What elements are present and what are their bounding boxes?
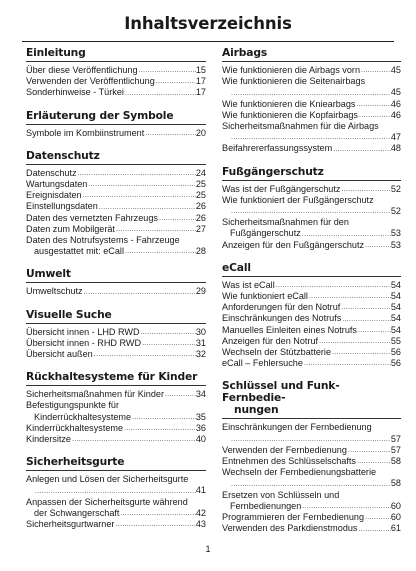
toc-entry[interactable] — [222, 76, 401, 98]
dot-leader — [308, 291, 391, 302]
entry-title: Kinderrückhaltesysteme — [26, 422, 124, 433]
toc-entry[interactable] — [222, 490, 401, 512]
entry-title: Was ist der Fußgängerschutz — [222, 183, 341, 194]
entry-title: Wie funktionieren die Seitenairbags — [222, 76, 366, 87]
entry-title: Verwenden der Veröffentlichung — [26, 76, 155, 87]
toc-entry[interactable] — [222, 467, 401, 489]
toc-entry[interactable] — [26, 201, 206, 212]
entry-title: Daten des vernetzten Fahrzeugs — [26, 212, 158, 223]
section-rule — [222, 418, 401, 419]
entry-page-number: 30 — [195, 326, 206, 337]
entry-title: Anforderungen für den Notruf — [222, 302, 341, 313]
section-title: Visuelle Suche — [26, 307, 112, 321]
entry-title: Beifahrererfassungssystem — [222, 143, 333, 154]
dot-leader — [155, 76, 196, 87]
dot-leader — [230, 132, 391, 143]
entry-page-number: 29 — [195, 286, 206, 297]
toc-entry[interactable] — [222, 358, 401, 369]
entry-line — [26, 412, 206, 423]
entry-line — [26, 224, 206, 235]
entry-line — [26, 286, 206, 297]
toc-entry[interactable] — [222, 99, 401, 110]
entry-title: Sicherheitsmaßnahmen für Kinder — [26, 389, 164, 400]
entry-line — [222, 65, 401, 76]
entry-title: Kindersitze — [26, 434, 71, 445]
dot-leader — [275, 280, 391, 291]
entry-line — [26, 519, 206, 530]
dot-leader — [140, 327, 196, 338]
section-title-continued: nungen — [234, 403, 279, 417]
entry-line — [26, 327, 206, 338]
entry-page-number: 43 — [195, 519, 206, 530]
toc-section — [26, 47, 206, 99]
toc-column-right — [222, 47, 401, 535]
toc-entry[interactable] — [26, 65, 206, 76]
entry-page-number: 57 — [390, 444, 401, 455]
dot-leader — [340, 184, 390, 195]
entry-page-number: 45 — [390, 87, 401, 98]
entry-line — [222, 523, 401, 534]
entry-page-number: 42 — [195, 507, 206, 518]
dot-leader — [331, 347, 391, 358]
entry-title: Symbole im Kombiinstrument — [26, 127, 145, 138]
page-number: 1 — [205, 544, 211, 554]
toc-entry[interactable] — [26, 224, 206, 235]
dot-leader — [357, 524, 390, 535]
entry-line — [26, 213, 206, 224]
section-title: Airbags — [222, 46, 268, 59]
toc-entry[interactable] — [26, 235, 206, 257]
toc-entry[interactable] — [222, 280, 401, 291]
entry-title: Wechseln der Stützbatterie — [222, 347, 332, 358]
entry-page-number: 53 — [390, 239, 401, 250]
entry-page-number: 20 — [195, 127, 206, 138]
dot-leader — [87, 179, 196, 190]
entry-line — [26, 389, 206, 400]
entry-title: Anlegen und Lösen der Sicherheitsgurte — [26, 474, 189, 485]
entry-line — [26, 201, 206, 212]
entry-title: Daten zum Mobilgerät — [26, 223, 115, 234]
dot-leader — [123, 423, 196, 434]
entry-line — [26, 485, 206, 496]
section-title: Sicherheitsgurte — [26, 455, 125, 469]
toc-entry[interactable] — [26, 474, 206, 496]
toc-entry[interactable] — [26, 434, 206, 445]
entry-title: Befestigungspunkte für — [26, 400, 120, 411]
toc-entry[interactable] — [26, 327, 206, 338]
toc-entry[interactable] — [26, 389, 206, 400]
dot-leader — [230, 479, 391, 490]
toc-entry[interactable] — [26, 286, 206, 297]
dot-leader — [115, 224, 196, 235]
toc-entry[interactable] — [222, 325, 401, 336]
entry-title: eCall – Fehlersuche — [222, 358, 303, 369]
toc-entry[interactable] — [222, 195, 401, 217]
entry-title: Sicherheitsmaßnahmen für den — [222, 217, 349, 228]
entry-title: Anzeigen für den Fußgängerschutz — [222, 239, 365, 250]
entry-title: Einstellungsdaten — [26, 201, 98, 212]
dot-leader — [98, 202, 196, 213]
dot-leader — [93, 349, 196, 360]
entry-title: Einschränkungen der Fernbedienung — [222, 422, 372, 433]
entry-page-number: 48 — [390, 143, 401, 154]
toc-section — [26, 268, 206, 297]
dot-leader — [158, 213, 196, 224]
entry-title: Ersetzen von Schlüsseln und — [222, 489, 340, 500]
entry-page-number: 41 — [195, 485, 206, 496]
entry-title: Was ist eCall — [222, 279, 275, 290]
entry-title: Verwenden des Parkdienstmodus — [222, 523, 358, 534]
entry-title: Datenschutz — [26, 167, 77, 178]
toc-entry[interactable] — [26, 349, 206, 360]
dot-leader — [230, 434, 391, 445]
entry-title-continued: Kinderrückhaltesysteme — [34, 411, 132, 422]
dot-leader — [301, 501, 391, 512]
entry-line — [222, 87, 401, 98]
section-title: Fußgängerschutz — [222, 164, 324, 178]
entry-title: Übersicht außen — [26, 349, 93, 360]
entry-line — [222, 501, 401, 512]
toc-entry[interactable] — [26, 87, 206, 98]
entry-page-number: 25 — [195, 190, 206, 201]
entry-line — [26, 76, 206, 87]
dot-leader — [341, 314, 391, 325]
section-rule — [26, 323, 206, 324]
entry-page-number: 54 — [390, 279, 401, 290]
entry-page-number: 46 — [390, 98, 401, 109]
entry-title: Über diese Veröffentlichung — [26, 65, 138, 75]
toc-section — [26, 456, 206, 530]
toc-section — [26, 150, 206, 258]
entry-page-number: 55 — [390, 335, 401, 346]
dot-leader — [131, 412, 196, 423]
toc-entry[interactable] — [222, 336, 401, 347]
title-rule — [22, 41, 394, 42]
toc-section — [26, 309, 206, 361]
entry-title: Übersicht innen - LHD RWD — [26, 326, 140, 337]
entry-page-number: 54 — [390, 302, 401, 313]
entry-title: Wie funktioniert eCall — [222, 291, 308, 302]
entry-page-number: 17 — [195, 87, 206, 98]
toc-entry[interactable] — [26, 190, 206, 201]
entry-line — [26, 87, 206, 98]
section-rule — [222, 180, 401, 181]
entry-page-number: 61 — [390, 523, 401, 534]
section-rule — [26, 124, 206, 125]
dot-leader — [230, 88, 391, 99]
dot-leader — [356, 456, 391, 467]
entry-line — [26, 190, 206, 201]
entry-line — [222, 434, 401, 445]
entry-title-continued: Fußgängerschutz — [230, 228, 301, 239]
entry-page-number: 53 — [390, 228, 401, 239]
section-title: Schlüssel und Funk-Fernbedie- — [222, 379, 340, 405]
entry-page-number: 25 — [195, 179, 206, 190]
entry-page-number: 26 — [195, 201, 206, 212]
entry-page-number: 52 — [390, 183, 401, 194]
section-rule — [26, 61, 206, 62]
dot-leader — [34, 486, 196, 497]
entry-line — [222, 478, 401, 489]
entry-title: Daten des Notrufsystems - Fahrzeuge — [26, 235, 180, 246]
entry-title: Wie funktioniert der Fußgängerschutz — [222, 194, 374, 205]
dot-leader — [364, 240, 391, 251]
toc-entry[interactable] — [222, 456, 401, 467]
entry-line — [222, 110, 401, 121]
entry-line — [222, 313, 401, 324]
entry-title: Ereignisdaten — [26, 190, 82, 201]
entry-line — [26, 338, 206, 349]
entry-title: Einschränkungen des Notrufs — [222, 313, 342, 324]
entry-line — [26, 128, 206, 139]
section-rule — [222, 276, 401, 277]
entry-line — [222, 184, 401, 195]
toc-section — [222, 262, 401, 370]
dot-leader — [77, 168, 196, 179]
entry-title: Anpassen der Sicherheitsgurte während — [26, 496, 188, 507]
section-rule — [26, 385, 206, 386]
entry-title: Umweltschutz — [26, 286, 83, 297]
entry-line — [26, 434, 206, 445]
entry-title-continued: der Schwangerschaft — [34, 507, 120, 518]
toc-entry[interactable] — [222, 184, 401, 195]
entry-page-number: 31 — [195, 337, 206, 348]
toc-entry[interactable] — [222, 110, 401, 121]
dot-leader — [141, 338, 196, 349]
entry-line — [222, 143, 401, 154]
entry-title: Anzeigen für den Notruf — [222, 335, 319, 346]
section-title: Datenschutz — [26, 148, 100, 162]
toc-section — [222, 47, 401, 155]
dot-leader — [358, 110, 391, 121]
entry-page-number: 54 — [390, 324, 401, 335]
entry-line — [222, 325, 401, 336]
dot-leader — [114, 519, 195, 530]
toc-entry[interactable] — [222, 291, 401, 302]
toc-entry[interactable] — [26, 519, 206, 530]
entry-page-number: 32 — [195, 349, 206, 360]
dot-leader — [119, 508, 195, 519]
entry-title: Programmieren der Fernbedienung — [222, 512, 365, 523]
dot-leader — [301, 229, 391, 240]
entry-line — [26, 65, 206, 76]
entry-title: Sicherheitsmaßnahmen für die Airbags — [222, 121, 379, 132]
entry-page-number: 24 — [195, 167, 206, 178]
dot-leader — [124, 246, 196, 257]
toc-entry[interactable] — [222, 422, 401, 444]
toc-entry[interactable] — [26, 168, 206, 179]
entry-line — [222, 347, 401, 358]
entry-title: Entnehmen des Schlüsselschafts — [222, 456, 356, 467]
entry-page-number: 40 — [195, 434, 206, 445]
dot-leader — [124, 88, 196, 99]
toc-entry[interactable] — [26, 423, 206, 434]
entry-page-number: 58 — [390, 478, 401, 489]
entry-line — [222, 291, 401, 302]
entry-line — [222, 228, 401, 239]
entry-page-number: 57 — [390, 433, 401, 444]
entry-page-number: 56 — [390, 347, 401, 358]
toc-entry[interactable] — [26, 76, 206, 87]
entry-page-number: 36 — [195, 422, 206, 433]
toc-section — [222, 166, 401, 251]
dot-leader — [318, 336, 391, 347]
dot-leader — [357, 325, 391, 336]
entry-line — [26, 349, 206, 360]
section-rule — [26, 282, 206, 283]
section-title: Einleitung — [26, 46, 86, 59]
entry-title: Verwenden der Fernbedienung — [222, 444, 347, 455]
toc-entry[interactable] — [222, 512, 401, 523]
toc-entry[interactable] — [26, 497, 206, 519]
dot-leader — [71, 434, 196, 445]
entry-line — [222, 512, 401, 523]
entry-title: Wie funktionieren die Airbags vorn — [222, 65, 360, 75]
entry-line — [222, 99, 401, 110]
entry-line — [222, 206, 401, 217]
page-title: Inhaltsverzeichnis — [124, 14, 292, 33]
entry-page-number: 47 — [390, 132, 401, 143]
entry-page-number: 52 — [390, 206, 401, 217]
section-rule — [26, 164, 206, 165]
section-title: Erläuterung der Symbole — [26, 108, 174, 122]
entry-title: Wie funktionieren die Kopfairbags — [222, 109, 358, 120]
dot-leader — [138, 65, 196, 76]
entry-title: Sonderhinweise - Türkei — [26, 87, 124, 98]
dot-leader — [82, 190, 196, 201]
entry-page-number: 26 — [195, 212, 206, 223]
dot-leader — [340, 302, 391, 313]
toc-column-left — [26, 47, 206, 530]
dot-leader — [83, 287, 196, 298]
entry-page-number: 17 — [195, 76, 206, 87]
entry-line — [222, 302, 401, 313]
entry-page-number: 60 — [390, 512, 401, 523]
entry-page-number: 34 — [195, 389, 206, 400]
toc-entry[interactable] — [222, 143, 401, 154]
toc-entry[interactable] — [26, 213, 206, 224]
dot-leader — [230, 206, 391, 217]
section-rule — [26, 470, 206, 471]
entry-title-continued: Fernbedienungen — [230, 500, 302, 511]
toc-entry[interactable] — [222, 121, 401, 143]
dot-leader — [144, 128, 196, 139]
entry-page-number: 45 — [390, 65, 401, 75]
dot-leader — [347, 445, 391, 456]
dot-leader — [360, 65, 391, 76]
entry-line — [222, 358, 401, 369]
entry-page-number: 28 — [195, 246, 206, 257]
toc-section — [222, 380, 401, 534]
entry-page-number: 46 — [390, 109, 401, 120]
entry-title-continued: ausgestattet mit: eCall — [34, 246, 124, 257]
entry-page-number: 60 — [390, 500, 401, 511]
entry-line — [26, 423, 206, 434]
section-title: eCall — [222, 260, 251, 274]
section-title: Rückhaltesysteme für Kinder — [26, 370, 198, 384]
entry-line — [222, 280, 401, 291]
section-rule — [222, 61, 401, 62]
dot-leader — [303, 358, 391, 369]
entry-line — [222, 336, 401, 347]
entry-line — [26, 508, 206, 519]
toc-entry[interactable] — [26, 179, 206, 190]
toc-section — [26, 371, 206, 445]
entry-line — [26, 246, 206, 257]
toc-entry[interactable] — [222, 313, 401, 324]
entry-title: Manuelles Einleiten eines Notrufs — [222, 324, 357, 335]
toc-entry[interactable] — [222, 523, 401, 534]
toc-entry[interactable] — [26, 400, 206, 422]
toc-entry[interactable] — [26, 338, 206, 349]
toc-entry[interactable] — [222, 217, 401, 239]
entry-line — [26, 168, 206, 179]
toc-entry[interactable] — [222, 240, 401, 251]
section-title: Umwelt — [26, 267, 71, 281]
toc-entry[interactable] — [222, 302, 401, 313]
entry-page-number: 58 — [390, 456, 401, 467]
entry-page-number: 27 — [195, 223, 206, 234]
entry-line — [222, 132, 401, 143]
toc-entry[interactable] — [222, 445, 401, 456]
toc-section — [26, 110, 206, 139]
toc-entry[interactable] — [222, 65, 401, 76]
entry-title: Sicherheitsgurtwarner — [26, 519, 115, 530]
dot-leader — [164, 389, 196, 400]
entry-page-number: 15 — [195, 65, 206, 75]
entry-title: Wie funktionieren die Kniearbags — [222, 98, 356, 109]
dot-leader — [364, 512, 391, 523]
toc-entry[interactable] — [26, 128, 206, 139]
entry-page-number: 54 — [390, 291, 401, 302]
entry-line — [222, 445, 401, 456]
entry-title: Übersicht innen - RHD RWD — [26, 337, 142, 348]
dot-leader — [332, 144, 391, 155]
entry-page-number: 35 — [195, 411, 206, 422]
page-title-wrap — [0, 14, 416, 34]
toc-entry[interactable] — [222, 347, 401, 358]
dot-leader — [355, 99, 390, 110]
entry-line — [222, 240, 401, 251]
entry-line — [26, 179, 206, 190]
entry-title: Wechseln der Fernbedienungsbatterie — [222, 467, 377, 478]
entry-page-number: 54 — [390, 313, 401, 324]
entry-line — [222, 456, 401, 467]
entry-page-number: 56 — [390, 358, 401, 369]
entry-title: Wartungsdaten — [26, 179, 88, 190]
